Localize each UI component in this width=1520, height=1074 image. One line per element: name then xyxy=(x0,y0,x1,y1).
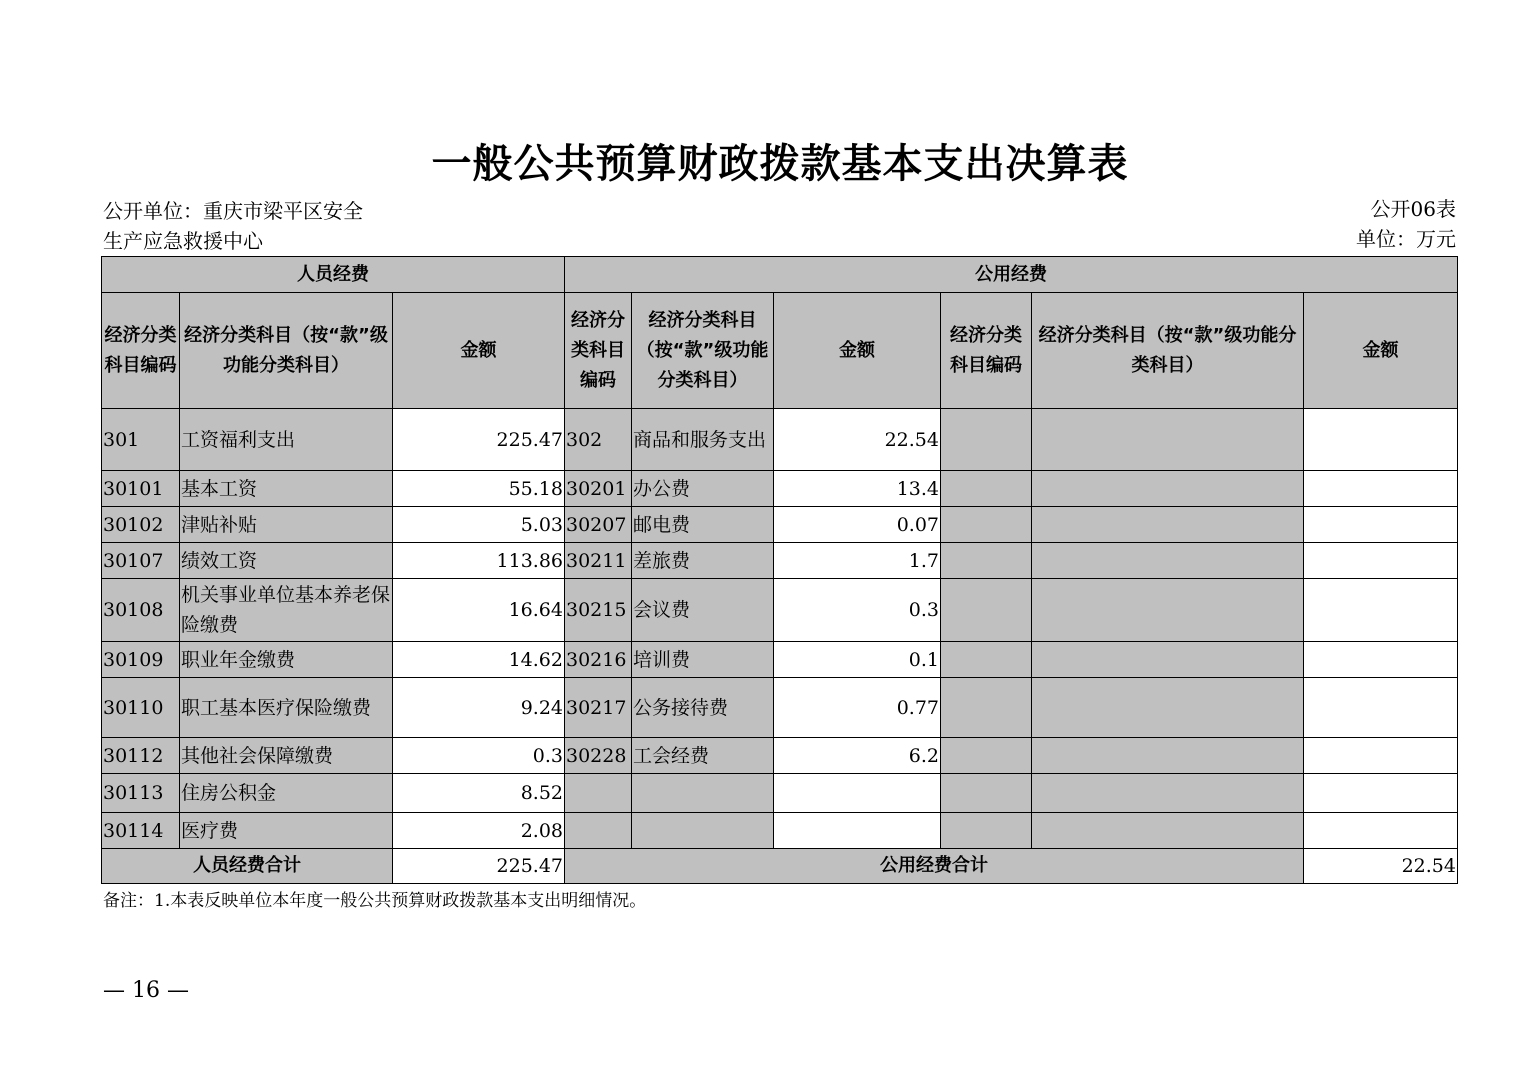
table-row xyxy=(102,774,1458,813)
public-code: 30211 xyxy=(565,543,632,579)
group-header-personnel: 人员经费 xyxy=(102,257,565,293)
public-name-2 xyxy=(1032,813,1304,849)
personnel-code: 30114 xyxy=(102,813,180,849)
table-row xyxy=(102,579,1458,642)
personnel-code: 30101 xyxy=(102,471,180,507)
personnel-amount: 8.52 xyxy=(393,774,565,813)
table-row xyxy=(102,642,1458,678)
public-amount: 0.3 xyxy=(774,579,941,642)
public-code-2 xyxy=(941,409,1032,471)
public-name-2 xyxy=(1032,738,1304,774)
currency-unit: 单位：万元 xyxy=(1356,227,1456,251)
public-name: 培训费 xyxy=(632,642,774,678)
table-row xyxy=(102,678,1458,738)
public-name-2 xyxy=(1032,409,1304,471)
personnel-code: 30109 xyxy=(102,642,180,678)
public-code: 30207 xyxy=(565,507,632,543)
table-row xyxy=(102,409,1458,471)
public-name-2 xyxy=(1032,543,1304,579)
totals-row xyxy=(102,849,1458,884)
personnel-name: 医疗费 xyxy=(180,813,393,849)
public-amount-2 xyxy=(1304,738,1458,774)
col-header-public-code-2: 经济分类科目编码 xyxy=(941,293,1032,409)
public-amount: 0.07 xyxy=(774,507,941,543)
public-amount: 6.2 xyxy=(774,738,941,774)
col-header-personnel-name: 经济分类科目（按“款”级功能分类科目） xyxy=(180,293,393,409)
public-name-2 xyxy=(1032,471,1304,507)
public-name-2 xyxy=(1032,507,1304,543)
public-amount-2 xyxy=(1304,642,1458,678)
public-code-2 xyxy=(941,813,1032,849)
public-amount-2 xyxy=(1304,409,1458,471)
public-code-2 xyxy=(941,507,1032,543)
public-amount: 0.1 xyxy=(774,642,941,678)
public-name xyxy=(632,774,774,813)
public-amount: 1.7 xyxy=(774,543,941,579)
col-header-public-amount-2: 金额 xyxy=(1304,293,1458,409)
public-name: 邮电费 xyxy=(632,507,774,543)
personnel-amount: 5.03 xyxy=(393,507,565,543)
table-row xyxy=(102,813,1458,849)
personnel-amount: 225.47 xyxy=(393,409,565,471)
public-code-2 xyxy=(941,774,1032,813)
col-header-public-name-2: 经济分类科目（按“款”级功能分类科目） xyxy=(1032,293,1304,409)
public-name: 会议费 xyxy=(632,579,774,642)
personnel-name: 工资福利支出 xyxy=(180,409,393,471)
table-row xyxy=(102,471,1458,507)
personnel-name: 基本工资 xyxy=(180,471,393,507)
page-number: — 16 — xyxy=(103,978,189,1003)
public-total-value: 22.54 xyxy=(1304,849,1458,884)
personnel-name: 绩效工资 xyxy=(180,543,393,579)
public-amount: 22.54 xyxy=(774,409,941,471)
public-code-2 xyxy=(941,738,1032,774)
public-total-label: 公用经费合计 xyxy=(565,849,1304,884)
public-name: 工会经费 xyxy=(632,738,774,774)
table-info xyxy=(1356,194,1456,254)
page-title: 一般公共预算财政拨款基本支出决算表 xyxy=(431,140,1129,187)
personnel-code: 30102 xyxy=(102,507,180,543)
personnel-amount: 14.62 xyxy=(393,642,565,678)
col-header-personnel-amount: 金额 xyxy=(393,293,565,409)
table-row xyxy=(102,543,1458,579)
public-code-2 xyxy=(941,642,1032,678)
footnote: 备注：1.本表反映单位本年度一般公共预算财政拨款基本支出明细情况。 xyxy=(103,891,647,911)
personnel-code: 30110 xyxy=(102,678,180,738)
public-code: 30228 xyxy=(565,738,632,774)
public-code: 302 xyxy=(565,409,632,471)
group-header-public: 公用经费 xyxy=(565,257,1458,293)
public-code-2 xyxy=(941,543,1032,579)
personnel-amount: 2.08 xyxy=(393,813,565,849)
public-amount-2 xyxy=(1304,579,1458,642)
personnel-code: 301 xyxy=(102,409,180,471)
personnel-name: 职工基本医疗保险缴费 xyxy=(180,678,393,738)
personnel-amount: 113.86 xyxy=(393,543,565,579)
publishing-unit xyxy=(103,196,363,256)
public-code-2 xyxy=(941,471,1032,507)
col-header-public-amount: 金额 xyxy=(774,293,941,409)
col-header-public-code: 经济分类科目编码 xyxy=(565,293,632,409)
personnel-code: 30112 xyxy=(102,738,180,774)
personnel-amount: 55.18 xyxy=(393,471,565,507)
public-code: 30215 xyxy=(565,579,632,642)
table-row xyxy=(102,738,1458,774)
personnel-total-value: 225.47 xyxy=(393,849,565,884)
personnel-code: 30108 xyxy=(102,579,180,642)
personnel-name: 住房公积金 xyxy=(180,774,393,813)
public-name-2 xyxy=(1032,774,1304,813)
public-amount-2 xyxy=(1304,774,1458,813)
public-amount xyxy=(774,813,941,849)
publishing-unit-line1: 公开单位：重庆市梁平区安全 xyxy=(103,199,363,223)
public-code-2 xyxy=(941,579,1032,642)
public-amount-2 xyxy=(1304,507,1458,543)
personnel-code: 30113 xyxy=(102,774,180,813)
table-row xyxy=(102,507,1458,543)
public-amount: 0.77 xyxy=(774,678,941,738)
public-name: 公务接待费 xyxy=(632,678,774,738)
public-code: 30201 xyxy=(565,471,632,507)
publishing-unit-line2: 生产应急救援中心 xyxy=(103,229,263,253)
personnel-name: 其他社会保障缴费 xyxy=(180,738,393,774)
personnel-amount: 16.64 xyxy=(393,579,565,642)
public-name: 商品和服务支出 xyxy=(632,409,774,471)
personnel-amount: 9.24 xyxy=(393,678,565,738)
public-code: 30216 xyxy=(565,642,632,678)
personnel-total-label: 人员经费合计 xyxy=(102,849,393,884)
personnel-name: 职业年金缴费 xyxy=(180,642,393,678)
public-amount-2 xyxy=(1304,543,1458,579)
public-name-2 xyxy=(1032,579,1304,642)
budget-table xyxy=(101,256,1458,884)
personnel-code: 30107 xyxy=(102,543,180,579)
public-amount-2 xyxy=(1304,678,1458,738)
public-amount xyxy=(774,774,941,813)
table-number: 公开06表 xyxy=(1370,197,1456,221)
public-amount-2 xyxy=(1304,471,1458,507)
public-name-2 xyxy=(1032,678,1304,738)
personnel-amount: 0.3 xyxy=(393,738,565,774)
public-code: 30217 xyxy=(565,678,632,738)
public-name: 办公费 xyxy=(632,471,774,507)
public-code xyxy=(565,774,632,813)
public-code-2 xyxy=(941,678,1032,738)
personnel-name: 机关事业单位基本养老保险缴费 xyxy=(180,579,393,642)
public-name xyxy=(632,813,774,849)
personnel-name: 津贴补贴 xyxy=(180,507,393,543)
public-name-2 xyxy=(1032,642,1304,678)
col-header-personnel-code: 经济分类科目编码 xyxy=(102,293,180,409)
public-amount: 13.4 xyxy=(774,471,941,507)
public-code xyxy=(565,813,632,849)
public-amount-2 xyxy=(1304,813,1458,849)
col-header-public-name: 经济分类科目（按“款”级功能分类科目） xyxy=(632,293,774,409)
public-name: 差旅费 xyxy=(632,543,774,579)
